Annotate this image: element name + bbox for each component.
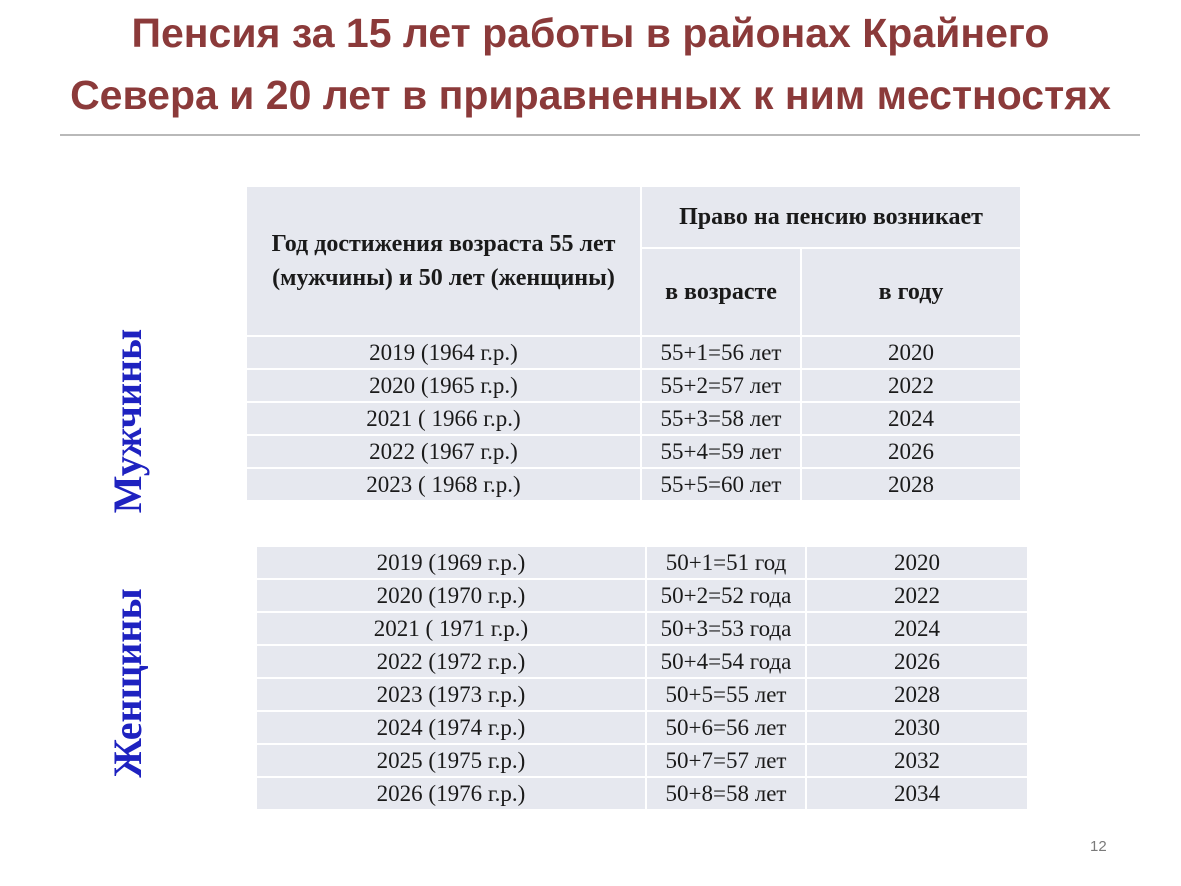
age-cell: 50+7=57 лет [646, 744, 806, 777]
year-cell: 2028 [801, 468, 1021, 501]
age-cell: 55+2=57 лет [641, 369, 801, 402]
age-cell: 50+3=53 года [646, 612, 806, 645]
table-row [256, 612, 1028, 645]
reach-cell: 2022 (1967 г.р.) [246, 435, 641, 468]
header-reach-age-text: Год достижения возраста 55 лет (мужчины) и 50 лет (женщины) [271, 231, 616, 291]
year-cell: 2026 [801, 435, 1021, 468]
age-cell: 55+3=58 лет [641, 402, 801, 435]
age-cell: 55+5=60 лет [641, 468, 801, 501]
age-cell: 50+1=51 год [646, 546, 806, 579]
table-row [256, 711, 1028, 744]
reach-cell: 2020 (1970 г.р.) [256, 579, 646, 612]
table-row [246, 369, 1021, 402]
year-cell: 2024 [801, 402, 1021, 435]
header-age: в возрасте [641, 248, 801, 336]
year-cell: 2022 [806, 579, 1028, 612]
age-cell: 50+2=52 года [646, 579, 806, 612]
year-cell: 2032 [806, 744, 1028, 777]
women-side-label: Женщины [105, 588, 150, 778]
table-row [256, 744, 1028, 777]
table-row [256, 678, 1028, 711]
year-cell: 2028 [806, 678, 1028, 711]
year-cell: 2022 [801, 369, 1021, 402]
year-cell: 2026 [806, 645, 1028, 678]
year-cell: 2030 [806, 711, 1028, 744]
men-table [245, 185, 1022, 502]
reach-cell: 2019 (1964 г.р.) [246, 336, 641, 369]
year-cell: 2034 [806, 777, 1028, 810]
table-row [246, 402, 1021, 435]
reach-cell: 2026 (1976 г.р.) [256, 777, 646, 810]
title-divider [60, 134, 1140, 136]
reach-cell: 2023 ( 1968 г.р.) [246, 468, 641, 501]
reach-cell: 2025 (1975 г.р.) [256, 744, 646, 777]
age-cell: 55+4=59 лет [641, 435, 801, 468]
reach-cell: 2022 (1972 г.р.) [256, 645, 646, 678]
header-pension-right: Право на пенсию возникает [641, 186, 1021, 248]
women-table-body [256, 546, 1028, 810]
age-cell: 50+6=56 лет [646, 711, 806, 744]
slide-title [0, 2, 1181, 126]
table-row [256, 645, 1028, 678]
year-cell: 2020 [806, 546, 1028, 579]
age-cell: 55+1=56 лет [641, 336, 801, 369]
reach-cell: 2023 (1973 г.р.) [256, 678, 646, 711]
age-cell: 50+4=54 года [646, 645, 806, 678]
reach-cell: 2024 (1974 г.р.) [256, 711, 646, 744]
age-cell: 50+8=58 лет [646, 777, 806, 810]
reach-cell: 2020 (1965 г.р.) [246, 369, 641, 402]
reach-cell: 2019 (1969 г.р.) [256, 546, 646, 579]
women-table [255, 545, 1029, 811]
table-row [246, 435, 1021, 468]
men-table-body [246, 336, 1021, 501]
header-year: в году [801, 248, 1021, 336]
year-cell: 2020 [801, 336, 1021, 369]
slide-title-line-2: Севера и 20 лет в приравненных к ним местностях [70, 72, 1111, 118]
reach-cell: 2021 ( 1971 г.р.) [256, 612, 646, 645]
age-cell: 50+5=55 лет [646, 678, 806, 711]
reach-cell: 2021 ( 1966 г.р.) [246, 402, 641, 435]
year-cell: 2024 [806, 612, 1028, 645]
page-number: 12 [1090, 838, 1107, 855]
men-side-label: Мужчины [105, 328, 150, 514]
table-row [256, 546, 1028, 579]
header-reach-age [246, 186, 641, 336]
table-row [246, 336, 1021, 369]
table-row [256, 579, 1028, 612]
table-row [246, 468, 1021, 501]
table-row [256, 777, 1028, 810]
slide-title-line-1: Пенсия за 15 лет работы в районах Крайнего [131, 10, 1050, 56]
